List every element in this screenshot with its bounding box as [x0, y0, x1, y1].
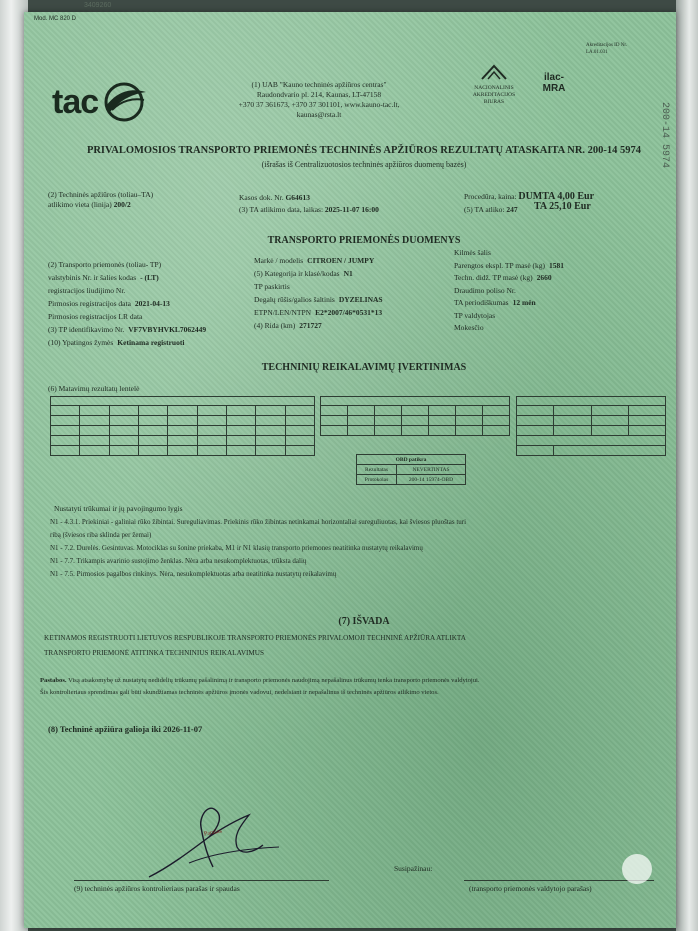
- swoosh-logo-icon: [102, 82, 148, 122]
- vehicle-field: [454, 286, 520, 295]
- obd-row-value: 200-14 15974-OBD: [397, 475, 466, 485]
- inspector-stamp: Parašas: [203, 828, 223, 838]
- vehicle-field: [254, 256, 374, 265]
- note-label: Pastabos.: [40, 677, 67, 684]
- vehicle-field: [48, 338, 184, 347]
- vehicle-field: [454, 311, 499, 320]
- accreditation-codes: [586, 42, 666, 56]
- field-value: 2021-04-13: [134, 299, 170, 308]
- ta-date: (3) TA atlikimo data, laikas: 2025-11-07 16:00: [239, 205, 379, 214]
- vehicle-section-title: TRANSPORTO PRIEMONĖS DUOMENYS: [267, 235, 461, 246]
- issuer-line: kaunas@rsta.lt: [296, 110, 342, 119]
- ta-type-label: (2) Techninės apžiūros (toliau–TA): [48, 190, 154, 199]
- field-value: 1581: [549, 260, 565, 270]
- accreditation-icon: [479, 62, 509, 82]
- defect-item: N1 - 4.3.1. Priekiniai - galiniai rūko žibintai. Sureguliavimas. Priekinis rūko žibintas netinkamai horizontaliai sureguliuotas, kai šviesos pluoštas turi: [50, 518, 467, 526]
- field-value: 12 mėn: [512, 298, 536, 307]
- defect-item: ribą (šviesos riba sklinda per žemai): [50, 531, 152, 539]
- field-label: Techn. didž. TP masė (kg): [454, 273, 533, 282]
- signature-line-right: [464, 880, 654, 881]
- cash-doc: Kasos dok. Nr. G64613: [239, 193, 311, 202]
- vehicle-field: [48, 286, 129, 295]
- vehicle-field: [254, 282, 294, 291]
- vehicle-field: [254, 308, 382, 317]
- field-value: 271727: [299, 321, 322, 330]
- field-value: - (LT): [140, 273, 159, 282]
- obd-table: [356, 454, 466, 485]
- field-value: VF7VBYHVKL7062449: [128, 325, 207, 334]
- inspection-report-sheet: [24, 2, 676, 928]
- vehicle-field: [254, 295, 383, 304]
- field-label: ETPN/LEN/NTPN: [254, 308, 312, 317]
- measurement-caption: (6) Matavimų rezultatų lentelė: [48, 384, 140, 393]
- ta-line-label: atlikimo vieta (linija) 200/2: [48, 200, 131, 209]
- field-label: Draudimo poliso Nr.: [454, 285, 516, 295]
- serial-top: 3409260: [84, 2, 112, 9]
- vehicle-field: [454, 273, 552, 282]
- defects-caption: Nustatyti trūkumai ir jų pavojingumo lygis: [54, 504, 183, 513]
- note-line: Šis kontrolieriaus sprendimas gali būti skundžiamas techninės apžiūros įmonės vadovui, nedelsiant ir nepašalinus iš techninės apžiūros atlikimo vietos.: [40, 689, 439, 696]
- watermark-badge: [622, 854, 652, 884]
- defect-item: N1 - 7.2. Durelės. Gesintuvas. Motociklas su šonine priekaba, M1 ir N1 klasių transporto priemones neatitinka nustatytų reikalavimų: [50, 544, 423, 552]
- signature-caption-left: (9) techninės apžiūros kontrolieriaus parašas ir spaudas: [74, 884, 240, 893]
- accreditation-mark: [464, 62, 524, 106]
- field-label: Parengtos ekspl. TP masė (kg): [454, 260, 546, 270]
- field-value: DYZELINAS: [338, 295, 383, 304]
- obd-row-label: Rezultatas: [357, 465, 397, 475]
- vehicle-field: [454, 298, 536, 307]
- issuer-block: [224, 80, 414, 120]
- ilac-mark: ilac-MRA: [542, 72, 566, 94]
- measurement-table-lights: [516, 396, 666, 456]
- vehicle-field: [48, 312, 146, 321]
- field-label: valstybinis Nr. ir šalies kodas: [48, 273, 137, 282]
- vehicle-field: [254, 269, 353, 278]
- field-label: Kilmės šalis: [454, 248, 491, 257]
- issuer-line: +370 37 361673, +370 37 301101, www.kauno-tac.lt,: [238, 100, 400, 109]
- field-label: (10) Ypatingos žymės: [48, 338, 114, 347]
- field-label: Pirmosios registracijos LR data: [48, 312, 143, 321]
- field-label: Mokesčio: [454, 323, 484, 332]
- obd-row-value: NEVERTINTAS: [397, 465, 466, 475]
- obd-title: OBD patikra: [357, 455, 466, 465]
- field-label: (4) Rida (km): [254, 321, 296, 330]
- field-label: (5) Kategorija ir klasė/kodas: [254, 269, 340, 278]
- field-label: Markė / modelis: [254, 256, 304, 265]
- defect-item: N1 - 7.5. Pirmosios pagalbos rinkinys. Nėra, nesukomplektuotas arba neatitinka nustatytų reikalavimų: [50, 570, 337, 578]
- accreditation-text: NACIONALINIS AKREDITACIJOS BIURAS: [472, 85, 516, 105]
- field-label: registracijos liudijimo Nr.: [48, 286, 126, 295]
- field-label: Pirmosios registracijos data: [48, 299, 131, 308]
- field-label: (2) Transporto priemonės (toliau- TP): [48, 260, 162, 269]
- field-label: (3) TP identifikavimo Nr.: [48, 325, 125, 334]
- document-title: PRIVALOMOSIOS TRANSPORTO PRIEMONĖS TECHNINĖS APŽIŪROS REZULTATŲ ATASKAITA NR. 200-14 5974: [86, 145, 642, 156]
- accreditation-code: LA.01.031: [586, 50, 608, 55]
- vehicle-field: [254, 321, 322, 330]
- ta-line-value: 200/2: [113, 200, 131, 209]
- validity-date: (8) Techninė apžiūra galioja iki 2026-11-07: [48, 724, 203, 734]
- field-label: Degalų rūšis/galios šaltinis: [254, 295, 335, 304]
- vehicle-field: [48, 299, 170, 308]
- measurement-table-exhaust: [320, 396, 510, 436]
- ta-price: TA 25,10 Eur: [534, 201, 591, 212]
- measurement-table-brakes: [50, 396, 315, 456]
- sleeve-edge-right: [676, 0, 698, 931]
- vehicle-field: [454, 248, 495, 257]
- vehicle-field: [48, 260, 165, 269]
- conclusion-line: KETINAMOS REGISTRUOTI LIETUVOS RESPUBLIKOJE TRANSPORTO PRIEMONĖS PRIVALOMOJI TECHNINĖ APŽIŪRA ATLIKTA: [44, 634, 466, 642]
- signature-caption-right: (transporto priemonės valdytojo parašas): [469, 884, 592, 893]
- field-value: E2*2007/46*0531*13: [315, 308, 383, 317]
- signature-line-left: [74, 880, 329, 881]
- document-subtitle: (išrašas iš Centralizuotosios techninės apžiūros duomenų bazės): [261, 160, 467, 169]
- procedure: Procedūra, kaina: DUMTA 4,00 Eur: [464, 191, 595, 202]
- note-line: Pastabos. Visą atsakomybę už nustatytų nedidelių trūkumų pašalinimą ir transporto priemonės naudojimą nepašalinus trūkumų tenka transporto priemonės valdytojui.: [40, 677, 480, 684]
- inspector-signature: [129, 797, 299, 887]
- accreditation-code: Akreditacijos ID Nr.: [586, 43, 627, 48]
- field-label: TP paskirtis: [254, 282, 290, 291]
- issuer-line: Raudondvario pl. 214, Kaunas, LT-47158: [256, 90, 382, 99]
- field-value: CITROEN / JUMPY: [307, 256, 375, 265]
- vehicle-field: [454, 323, 488, 332]
- field-label: TP valdytojas: [454, 310, 496, 320]
- issuer-line: (1) UAB "Kauno techninės apžiūros centras": [251, 80, 387, 89]
- field-value: N1: [343, 269, 353, 278]
- vehicle-field: [454, 261, 564, 270]
- ta-performer: (5) TA atliko: 247: [464, 205, 518, 214]
- form-code: Mod. MC 820 D: [34, 16, 77, 22]
- obd-row-label: Protokolas: [357, 475, 397, 485]
- requirements-title: TECHNINIŲ REIKALAVIMŲ ĮVERTINIMAS: [261, 362, 467, 373]
- field-value: Ketinama registruoti: [117, 338, 185, 347]
- logo-text: tac: [52, 82, 99, 121]
- defect-item: N1 - 7.7. Trikampis avarinio sustojimo ženklas. Nėra arba nesukomplektuotas, trūksta dalių: [50, 557, 307, 565]
- field-label: TA periodiškumas: [454, 298, 509, 307]
- vehicle-field: [48, 325, 206, 334]
- conclusion-title: (7) IŠVADA: [338, 616, 390, 627]
- side-serial-number: 200-14 5974: [659, 102, 670, 169]
- tac-logo: [52, 82, 148, 122]
- acknowledged-label: Susipažinau:: [394, 864, 433, 873]
- vehicle-field: [48, 273, 159, 282]
- conclusion-line: TRANSPORTO PRIEMONĖ ATITINKA TECHNINIUS REIKALAVIMUS: [44, 649, 264, 657]
- field-value: 2660: [536, 273, 552, 282]
